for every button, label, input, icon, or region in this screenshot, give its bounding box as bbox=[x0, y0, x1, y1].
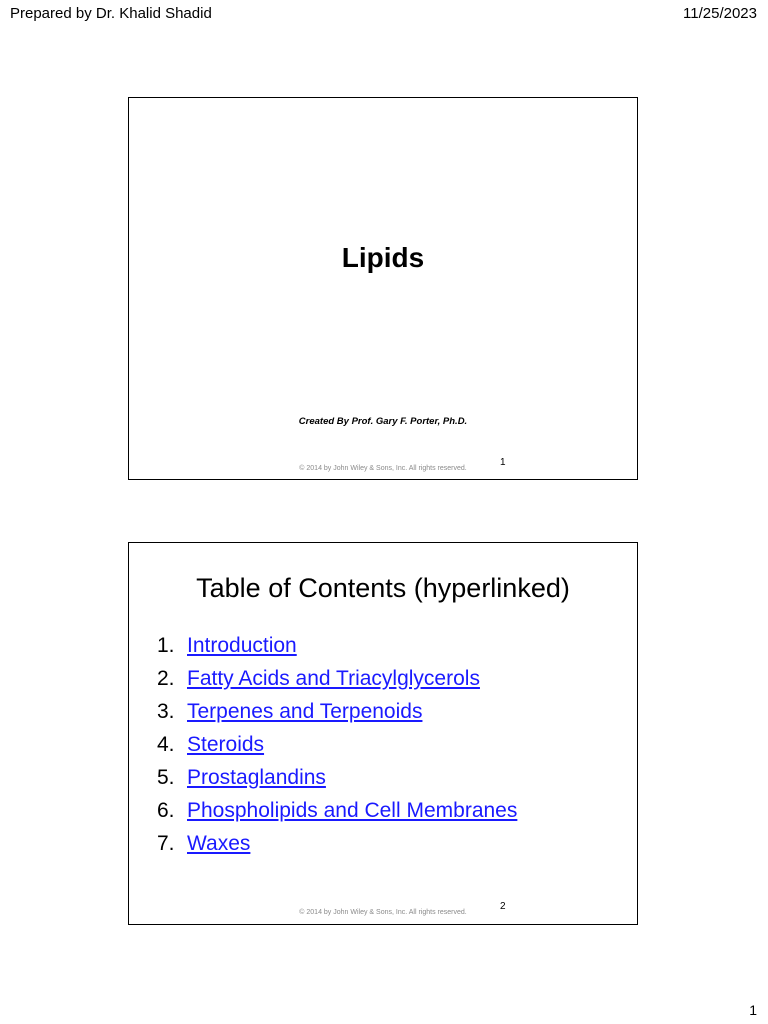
toc-link-steroids[interactable]: Steroids bbox=[187, 733, 265, 756]
slide-1-credit: Created By Prof. Gary F. Porter, Ph.D. bbox=[298, 416, 468, 427]
toc-item-number: 5. bbox=[157, 766, 175, 789]
header-date: 11/25/2023 bbox=[683, 5, 757, 22]
toc-link-prostaglandins[interactable]: Prostaglandins bbox=[187, 766, 326, 789]
toc-item bbox=[157, 832, 517, 865]
toc-list bbox=[157, 634, 517, 865]
toc-item bbox=[157, 766, 517, 799]
toc-link-introduction[interactable]: Introduction bbox=[187, 634, 297, 657]
toc-link-waxes[interactable]: Waxes bbox=[187, 832, 251, 855]
toc-item-number: 7. bbox=[157, 832, 175, 855]
toc-item bbox=[157, 799, 517, 832]
slide-1 bbox=[128, 97, 638, 480]
slide-2 bbox=[128, 542, 638, 925]
slide-2-number: 2 bbox=[500, 901, 506, 912]
slide-1-title: Lipids bbox=[341, 242, 425, 273]
toc-item-number: 1. bbox=[157, 634, 175, 657]
toc-item-number: 3. bbox=[157, 700, 175, 723]
toc-item bbox=[157, 667, 517, 700]
toc-item-number: 2. bbox=[157, 667, 175, 690]
toc-item bbox=[157, 700, 517, 733]
toc-link-phospholipids[interactable]: Phospholipids and Cell Membranes bbox=[187, 799, 518, 822]
slide-2-copyright: © 2014 by John Wiley & Sons, Inc. All rights reserved. bbox=[299, 909, 467, 916]
toc-link-terpenes[interactable]: Terpenes and Terpenoids bbox=[187, 700, 423, 723]
toc-link-fatty-acids[interactable]: Fatty Acids and Triacylglycerols bbox=[187, 667, 480, 690]
toc-item-number: 4. bbox=[157, 733, 175, 756]
toc-item bbox=[157, 733, 517, 766]
page-number: 1 bbox=[749, 1002, 757, 1018]
slide-1-number: 1 bbox=[500, 457, 506, 468]
header-author: Prepared by Dr. Khalid Shadid bbox=[10, 5, 212, 22]
slide-1-copyright: © 2014 by John Wiley & Sons, Inc. All rights reserved. bbox=[299, 465, 467, 472]
toc-title: Table of Contents (hyperlinked) bbox=[196, 573, 570, 603]
toc-item-number: 6. bbox=[157, 799, 175, 822]
toc-item bbox=[157, 634, 517, 667]
